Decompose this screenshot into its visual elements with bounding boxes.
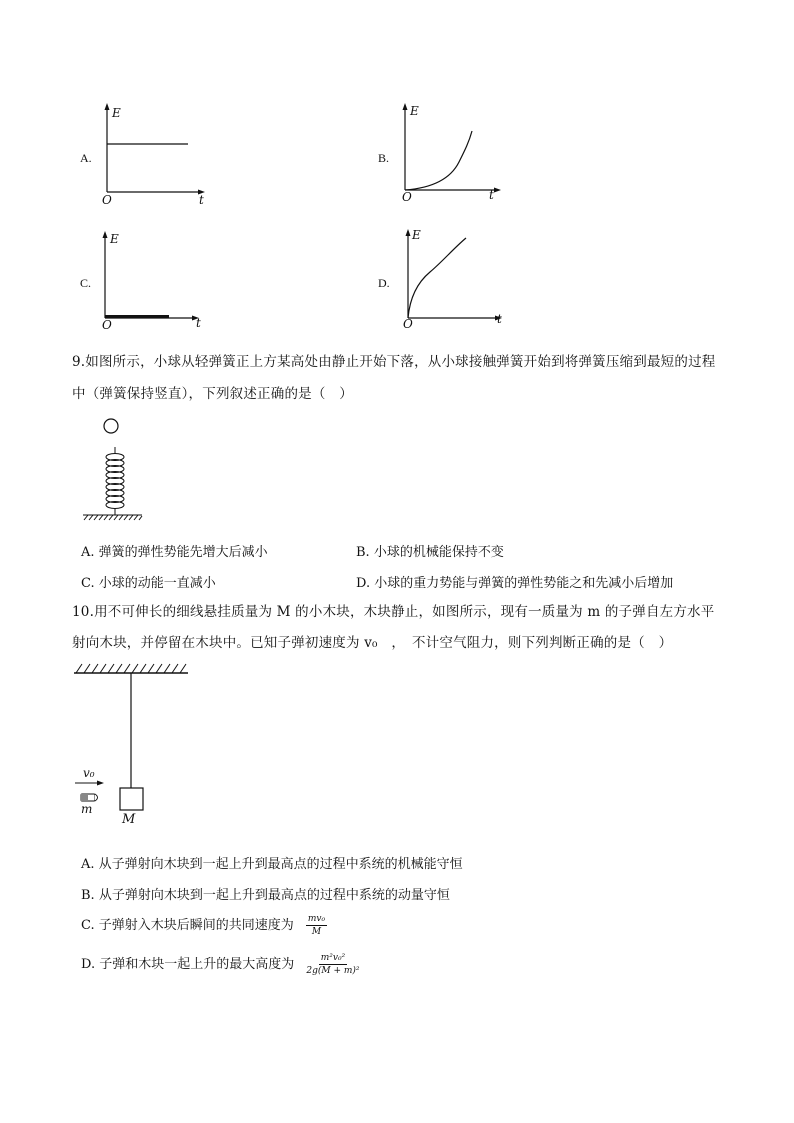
q10-option-c-text: C. 子弹射入木块后瞬间的共同速度为 [81, 918, 294, 933]
q10-option-c-numerator: mv₀ [307, 914, 326, 924]
q10-option-c[interactable] [81, 914, 327, 937]
graph-d-y-label: E [412, 228, 421, 242]
graph-c-origin: O [102, 318, 112, 332]
q10-option-c-denominator: M [311, 927, 322, 937]
graph-b-origin: O [402, 190, 412, 204]
ground [83, 515, 142, 520]
question-9-line-2: 中（弹簧保持竖直），下列叙述正确的是（ ） [72, 386, 353, 402]
spring [106, 447, 124, 515]
graph-b-curve [405, 131, 472, 190]
q9-option-a[interactable]: A. 弹簧的弹性势能先增大后减小 [81, 545, 268, 560]
q10-option-d-numerator: m²v₀² [320, 953, 346, 963]
graph-b-x-label: t [489, 188, 494, 202]
question-10-line-2: 射向木块，并停留在木块中。已知子弹初速度为 v₀ ， 不计空气阻力，则下列判断正确的是（ ） [72, 635, 673, 651]
q10-option-d-fraction [306, 953, 359, 976]
graph-d-option-label: D. [378, 276, 390, 290]
graph-d-origin: O [403, 317, 413, 331]
velocity-label: v₀ [83, 766, 95, 780]
block-label: M [122, 812, 136, 827]
graph-a-option-label: A. [80, 151, 92, 165]
wooden-block [120, 788, 143, 810]
spring-ball-figure [80, 414, 150, 524]
graph-b-y-label: E [410, 104, 419, 118]
graph-a-x-label: t [199, 193, 204, 207]
graph-b-option-label: B. [378, 151, 390, 165]
question-10-line-1: 10.用不可伸长的细线悬挂质量为 M 的小木块，木块静止，如图所示，现有一质量为 m 的子弹自左方水平 [72, 604, 715, 620]
bullet-label: m [81, 802, 93, 816]
q9-option-d[interactable]: D. 小球的重力势能与弹簧的弹性势能之和先减小后增加 [356, 576, 674, 591]
graph-a-origin: O [102, 193, 112, 207]
q10-option-b[interactable]: B. 从子弹射向木块到一起上升到最高点的过程中系统的动量守恒 [81, 888, 450, 903]
ball [104, 419, 118, 433]
graph-d-curve [408, 238, 466, 318]
bullet [81, 794, 98, 801]
q10-option-d-denominator: 2g(M + m)² [306, 966, 360, 976]
graph-a-y-label: E [112, 106, 121, 120]
q10-option-d-text: D. 子弹和木块一起上升的最大高度为 [81, 957, 295, 972]
q9-option-c[interactable]: C. 小球的动能一直减小 [81, 576, 216, 591]
graph-c-x-label: t [196, 316, 201, 330]
velocity-arrow [75, 781, 104, 786]
q9-option-b[interactable]: B. 小球的机械能保持不变 [356, 545, 504, 560]
question-9-line-1: 9.如图所示，小球从轻弹簧正上方某高处由静止开始下落，从小球接触弹簧开始到将弹簧压缩到最短的过程 [72, 354, 716, 370]
q10-option-d[interactable] [81, 953, 360, 976]
q10-option-a[interactable]: A. 从子弹射向木块到一起上升到最高点的过程中系统的机械能守恒 [81, 857, 463, 872]
graph-c-option-label: C. [80, 276, 92, 290]
graph-c-y-label: E [110, 232, 119, 246]
graph-d-x-label: t [497, 312, 502, 326]
ceiling [74, 664, 188, 673]
q10-option-c-fraction [306, 914, 327, 937]
